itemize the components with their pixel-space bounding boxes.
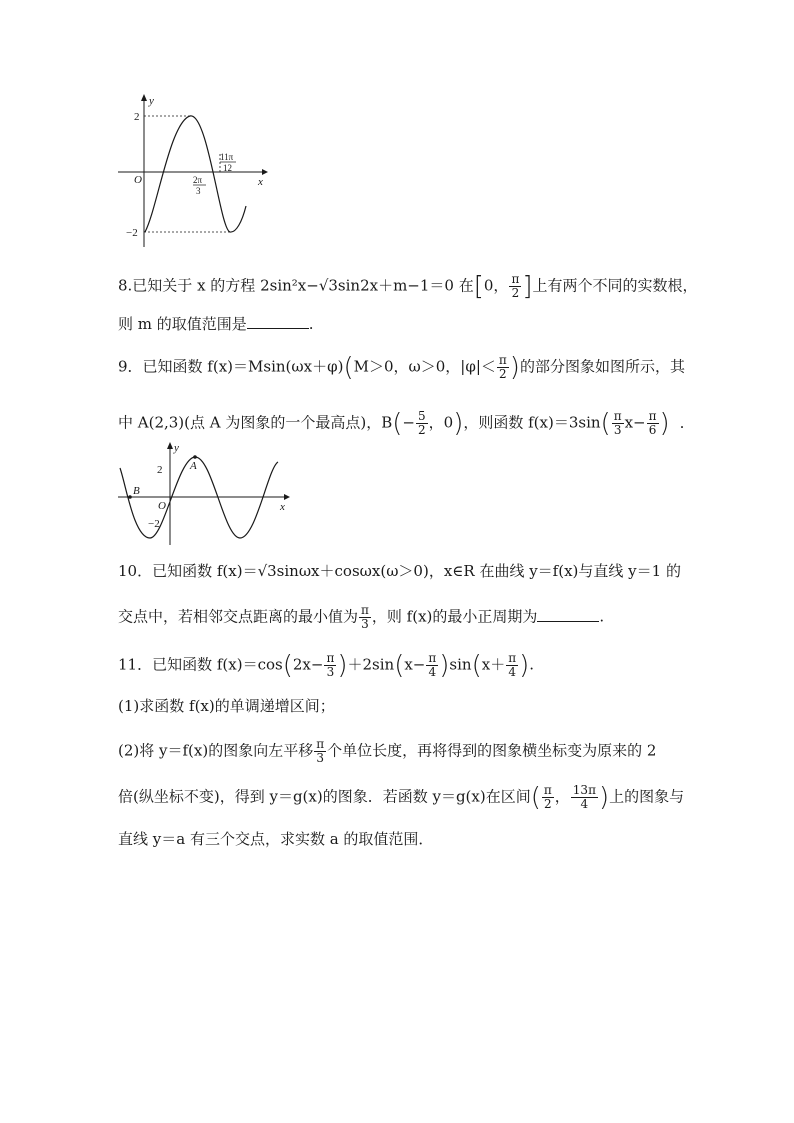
y-bottom-label: −2 [148, 518, 160, 530]
point-a-label: A [190, 460, 197, 472]
origin-label: O [158, 500, 166, 512]
fraction: $\frac{\pi}{3}$ [316, 737, 325, 765]
q8-line2: 则 m 的取值范围是 . [118, 315, 314, 333]
q11-sub2: (2)将 y＝f(x)的图象向左平移 $\frac{\pi}{3}$ 个单位长度，再将得到的图象横坐标变为原来的 2 [118, 737, 657, 765]
y-axis-arrow [141, 94, 147, 101]
curve [145, 116, 246, 232]
tick-2pi3-num: 2π [193, 175, 203, 185]
y-top-label: 2 [157, 464, 163, 476]
y-label: y [174, 442, 179, 454]
sine-graph-1 [112, 92, 272, 252]
x-label: x [280, 501, 285, 513]
point-b-label: B [133, 485, 140, 497]
tick-11pi12-num: 11π [220, 152, 234, 162]
q10-line1: 10．已知函数 f(x)＝√3sinωx＋cosωx(ω＞0)，x∈R 在曲线 y＝f(x)与直线 y＝1 的 [118, 562, 681, 580]
fraction: $\frac{\pi}{2}$ [511, 272, 520, 300]
fraction: $\frac{5}{2}$ [418, 409, 426, 437]
y-top-label: 2 [134, 111, 140, 123]
point-b [128, 495, 132, 499]
y-label: y [149, 95, 154, 107]
q10-line2: 交点中，若相邻交点距离的最小值为 $\frac{\pi}{3}$ ，则 f(x)的最小正周期为 . [118, 603, 605, 631]
fraction: $\frac{\pi}{2}$ [498, 353, 507, 381]
answer-blank[interactable] [247, 314, 309, 329]
fraction: $\frac{\pi}{3}$ [326, 651, 335, 679]
point-a [193, 455, 197, 459]
fraction: $\frac{\pi}{3}$ [361, 603, 369, 631]
q9-line2: 中 A(2,3)(点 A 为图象的一个最高点)，B(− $\frac{5}{2}$ ，0)，则函数 f(x)＝3sin( $\frac{\pi}{3}$ x− $\frac{\pi}{6}$ ) . [118, 408, 685, 439]
x-axis-arrow [284, 494, 290, 500]
answer-blank[interactable] [537, 607, 599, 622]
y-bottom-label: −2 [126, 227, 138, 239]
fraction: $\frac{\pi}{3}$ [613, 409, 622, 437]
q8-line1: 8.已知关于 x 的方程 2sin²x−√3sin2x＋m−1＝0 在[0， $\frac{\pi}{2}$ ]上有两个不同的实数根， [118, 271, 698, 302]
q11-sub1: (1)求函数 f(x)的单调递增区间； [118, 697, 335, 715]
fraction: $\frac{\pi}{4}$ [428, 651, 437, 679]
tick-11pi12-den: 12 [223, 163, 232, 173]
x-axis-arrow [262, 169, 268, 175]
fraction: $\frac{\pi}{4}$ [508, 651, 517, 679]
q11-sub4: 直线 y＝a 有三个交点，求实数 a 的取值范围． [118, 830, 434, 848]
origin-label: O [134, 174, 142, 186]
q11-sub3: 倍(纵坐标不变)，得到 y＝g(x)的图象．若函数 y＝g(x)在区间( $\frac{\pi}{2}$ ， $\frac{13\pi}{4}$ )上的图象与 [118, 782, 685, 813]
x-label: x [258, 176, 263, 188]
fraction: $\frac{\pi}{2}$ [543, 783, 552, 811]
fraction: $\frac{13\pi}{4}$ [572, 783, 596, 811]
y-axis-arrow [167, 442, 173, 449]
q9-line1: 9．已知函数 f(x)＝Msin(ωx＋φ)(M＞0，ω＞0，|φ|＜ $\frac{\pi}{2}$ )的部分图象如图所示，其 [118, 352, 685, 383]
tick-2pi3-den: 3 [196, 186, 201, 196]
q11-line1: 11．已知函数 f(x)＝cos(2x− $\frac{\pi}{3}$ )＋2sin(x− $\frac{\pi}{4}$ )sin(x＋ $\frac{\pi}{4}$ ). [118, 650, 535, 681]
sine-graph-2 [112, 440, 292, 550]
fraction: $\frac{\pi}{6}$ [648, 409, 657, 437]
